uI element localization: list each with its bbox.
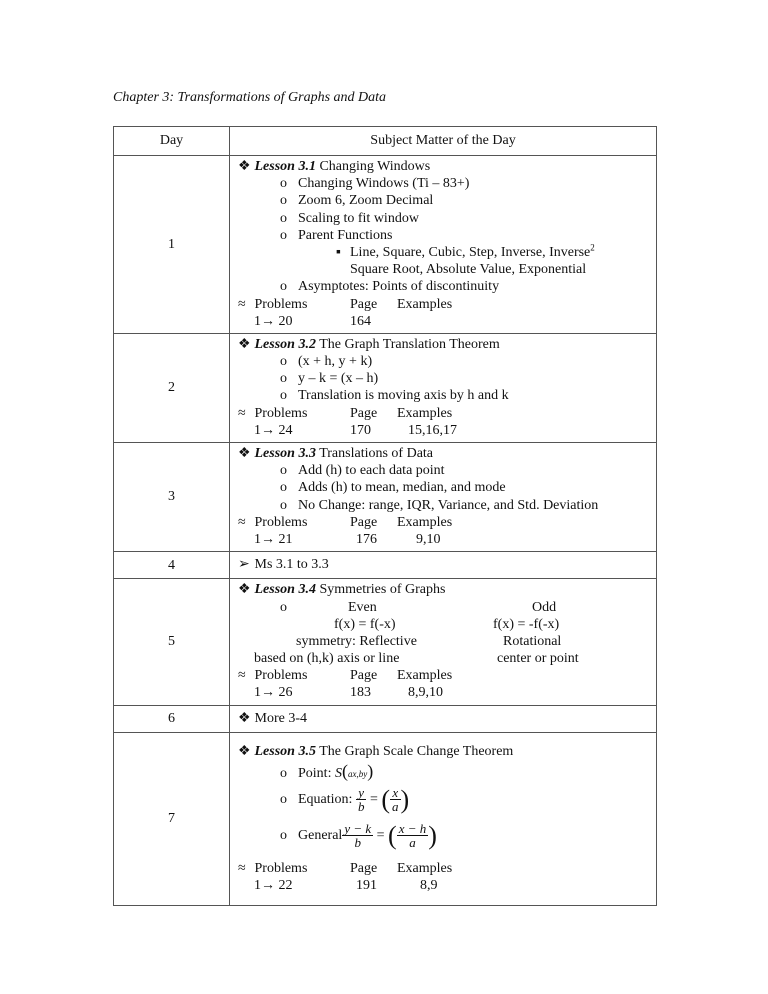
problems-range: 1→ 20 [254, 313, 293, 329]
lesson-title: The Graph Translation Theorem [319, 336, 500, 352]
lesson-label: Lesson 3.5 [254, 743, 316, 759]
list-item: Parent Functions [298, 227, 393, 243]
fraction [390, 786, 401, 813]
diamond-bullet-icon: ❖ [238, 446, 251, 461]
center-label: center or point [497, 651, 579, 667]
page-number: 191 [356, 877, 377, 893]
circle-bullet-icon: o [280, 765, 287, 781]
circle-bullet-icon: o [280, 354, 287, 370]
approx-bullet-icon: ≈ [238, 668, 246, 684]
superscript: 2 [590, 242, 595, 253]
examples-list: 8,9,10 [408, 685, 443, 701]
day-row-4 [114, 552, 657, 579]
examples-label: Examples [397, 514, 453, 530]
subject-cell [230, 552, 657, 579]
circle-bullet-icon: o [280, 371, 287, 387]
list-item: Changing Windows (Ti – 83+) [298, 176, 470, 192]
sub-list-item: Line, Square, Cubic, Step, Inverse, Inverse [350, 244, 591, 260]
fraction [397, 822, 429, 849]
diamond-bullet-icon: ❖ [238, 710, 251, 726]
list-item: Scaling to fit window [298, 210, 419, 226]
day-number: 1 [114, 156, 230, 334]
numerator: x − h [398, 821, 427, 837]
odd-equation: f(x) = -f(-x) [493, 616, 560, 632]
examples-list: 9,10 [416, 531, 441, 547]
denominator: a [392, 799, 399, 815]
day-number: 4 [114, 552, 230, 579]
day-row-7 [114, 732, 657, 905]
page-label: Page [350, 405, 378, 421]
subject-header: Subject Matter of the Day [230, 127, 657, 156]
symmetry-label: symmetry: Reflective [296, 633, 417, 649]
general-label: General [298, 828, 343, 844]
denominator: b [357, 799, 365, 815]
examples-label: Examples [397, 296, 453, 312]
day-header: Day [114, 127, 230, 156]
day-number: 7 [114, 732, 230, 905]
diamond-bullet-icon: ❖ [238, 159, 251, 174]
problems-range: 1→ 24 [254, 422, 293, 438]
approx-bullet-icon: ≈ [238, 405, 246, 421]
lesson-title: Changing Windows [319, 159, 431, 174]
lesson-label: Lesson 3.2 [254, 336, 316, 352]
circle-bullet-icon: o [280, 176, 287, 192]
page-number: 164 [350, 313, 371, 329]
denominator: a [409, 835, 416, 851]
numerator: y [356, 786, 367, 800]
circle-bullet-icon: o [280, 463, 287, 479]
problems-range: 1→ 26 [254, 685, 293, 701]
lesson-title: The Graph Scale Change Theorem [319, 743, 514, 759]
examples-list: 15,16,17 [408, 422, 457, 438]
subject-cell [230, 443, 657, 552]
sub-list-item-continued: Square Root, Absolute Value, Exponential [350, 262, 587, 278]
arrowhead-bullet-icon: ➢ [238, 557, 250, 573]
day-number: 3 [114, 443, 230, 552]
diamond-bullet-icon: ❖ [238, 582, 251, 598]
list-item: Asymptotes: Points of discontinuity [298, 279, 500, 295]
even-label: Even [348, 599, 377, 615]
list-item: (x + h, y + k) [298, 354, 373, 370]
circle-bullet-icon: o [280, 828, 287, 844]
page-number: 176 [356, 531, 377, 547]
day-number: 5 [114, 579, 230, 705]
subject-cell [230, 705, 657, 732]
list-item: y – k = (x – h) [298, 371, 379, 387]
day-text: More 3-4 [254, 710, 307, 726]
denominator: b [354, 835, 361, 851]
circle-bullet-icon: o [280, 279, 287, 295]
even-equation: f(x) = f(-x) [334, 616, 396, 632]
list-item: Translation is moving axis by h and k [298, 388, 509, 404]
page-label: Page [350, 860, 378, 876]
lesson-title: Translations of Data [319, 446, 434, 461]
problems-label: Problems [254, 296, 308, 312]
problems-range: 1→ 21 [254, 531, 293, 547]
subject-cell [230, 579, 657, 705]
day-number: 2 [114, 333, 230, 442]
equation-label: Equation: [298, 792, 353, 808]
examples-label: Examples [397, 668, 453, 684]
circle-bullet-icon: o [280, 497, 287, 513]
page-label: Page [350, 296, 378, 312]
approx-bullet-icon: ≈ [238, 296, 246, 312]
day-row-3 [114, 443, 657, 552]
page-number: 170 [350, 422, 371, 438]
based-on-label: based on (h,k) axis or line [254, 651, 400, 667]
circle-bullet-icon: o [280, 792, 287, 808]
equals-sign: = [369, 792, 378, 808]
circle-bullet-icon: o [280, 599, 287, 615]
approx-bullet-icon: ≈ [238, 860, 246, 876]
diamond-bullet-icon: ❖ [238, 743, 251, 759]
problems-label: Problems [254, 860, 308, 876]
examples-list: 8,9 [420, 877, 438, 893]
square-bullet-icon: ▪ [336, 244, 341, 260]
approx-bullet-icon: ≈ [238, 514, 246, 530]
circle-bullet-icon: o [280, 193, 287, 209]
numerator: x [390, 786, 401, 800]
examples-label: Examples [397, 860, 453, 876]
lesson-label: Lesson 3.4 [254, 582, 316, 598]
page-label: Page [350, 514, 378, 530]
list-item: Add (h) to each data point [298, 463, 445, 479]
list-item: No Change: range, IQR, Variance, and Std. Deviation [298, 497, 599, 513]
rotational-label: Rotational [503, 633, 562, 649]
list-item: Adds (h) to mean, median, and mode [298, 480, 506, 496]
odd-label: Odd [532, 599, 557, 615]
problems-range: 1→ 22 [254, 877, 293, 893]
lesson-label: Lesson 3.1 [254, 159, 316, 174]
problems-label: Problems [254, 514, 308, 530]
day-row-6 [114, 705, 657, 732]
lesson-label: Lesson 3.3 [254, 446, 316, 461]
subject-cell [230, 333, 657, 442]
subject-cell: ❖ Lesson 3.5 The Graph Scale Change Theorem o Point: S(ax,by) o Equation: $\frac{y}{b}$ = ( $\frac{x}{a}$ ) o General $\frac{y - k}{b}$ = ( $\frac{x - h}{a}$ ) ≈ Problems Page Examples 1→ 22 191 8,9 [230, 732, 657, 905]
lesson-plan-table [113, 126, 657, 906]
lesson-title: Symmetries of Graphs [319, 582, 446, 598]
problems-label: Problems [254, 668, 308, 684]
day-row-5 [114, 579, 657, 705]
day-text: Ms 3.1 to 3.3 [254, 557, 329, 573]
page-number: 183 [350, 685, 371, 701]
page-title: Chapter 3: Transformations of Graphs and Data [113, 90, 387, 105]
page-label: Page [350, 668, 378, 684]
header-row [114, 127, 657, 156]
fraction [342, 822, 373, 849]
numerator: y − k [344, 821, 372, 837]
day-row-1 [114, 156, 657, 334]
point-label: Point: [298, 765, 332, 781]
circle-bullet-icon: o [280, 227, 287, 243]
day-number: 6 [114, 705, 230, 732]
diamond-bullet-icon: ❖ [238, 336, 251, 352]
circle-bullet-icon: o [280, 388, 287, 404]
examples-label: Examples [397, 405, 453, 421]
circle-bullet-icon: o [280, 480, 287, 496]
list-item: Zoom 6, Zoom Decimal [298, 193, 434, 209]
fraction [356, 786, 367, 813]
subject-cell [230, 156, 657, 334]
equals-sign: = [376, 828, 385, 844]
point-S: S [334, 765, 342, 781]
circle-bullet-icon: o [280, 210, 287, 226]
problems-label: Problems [254, 405, 308, 421]
point-subscript: ax,by [347, 768, 368, 779]
day-row-2 [114, 333, 657, 442]
